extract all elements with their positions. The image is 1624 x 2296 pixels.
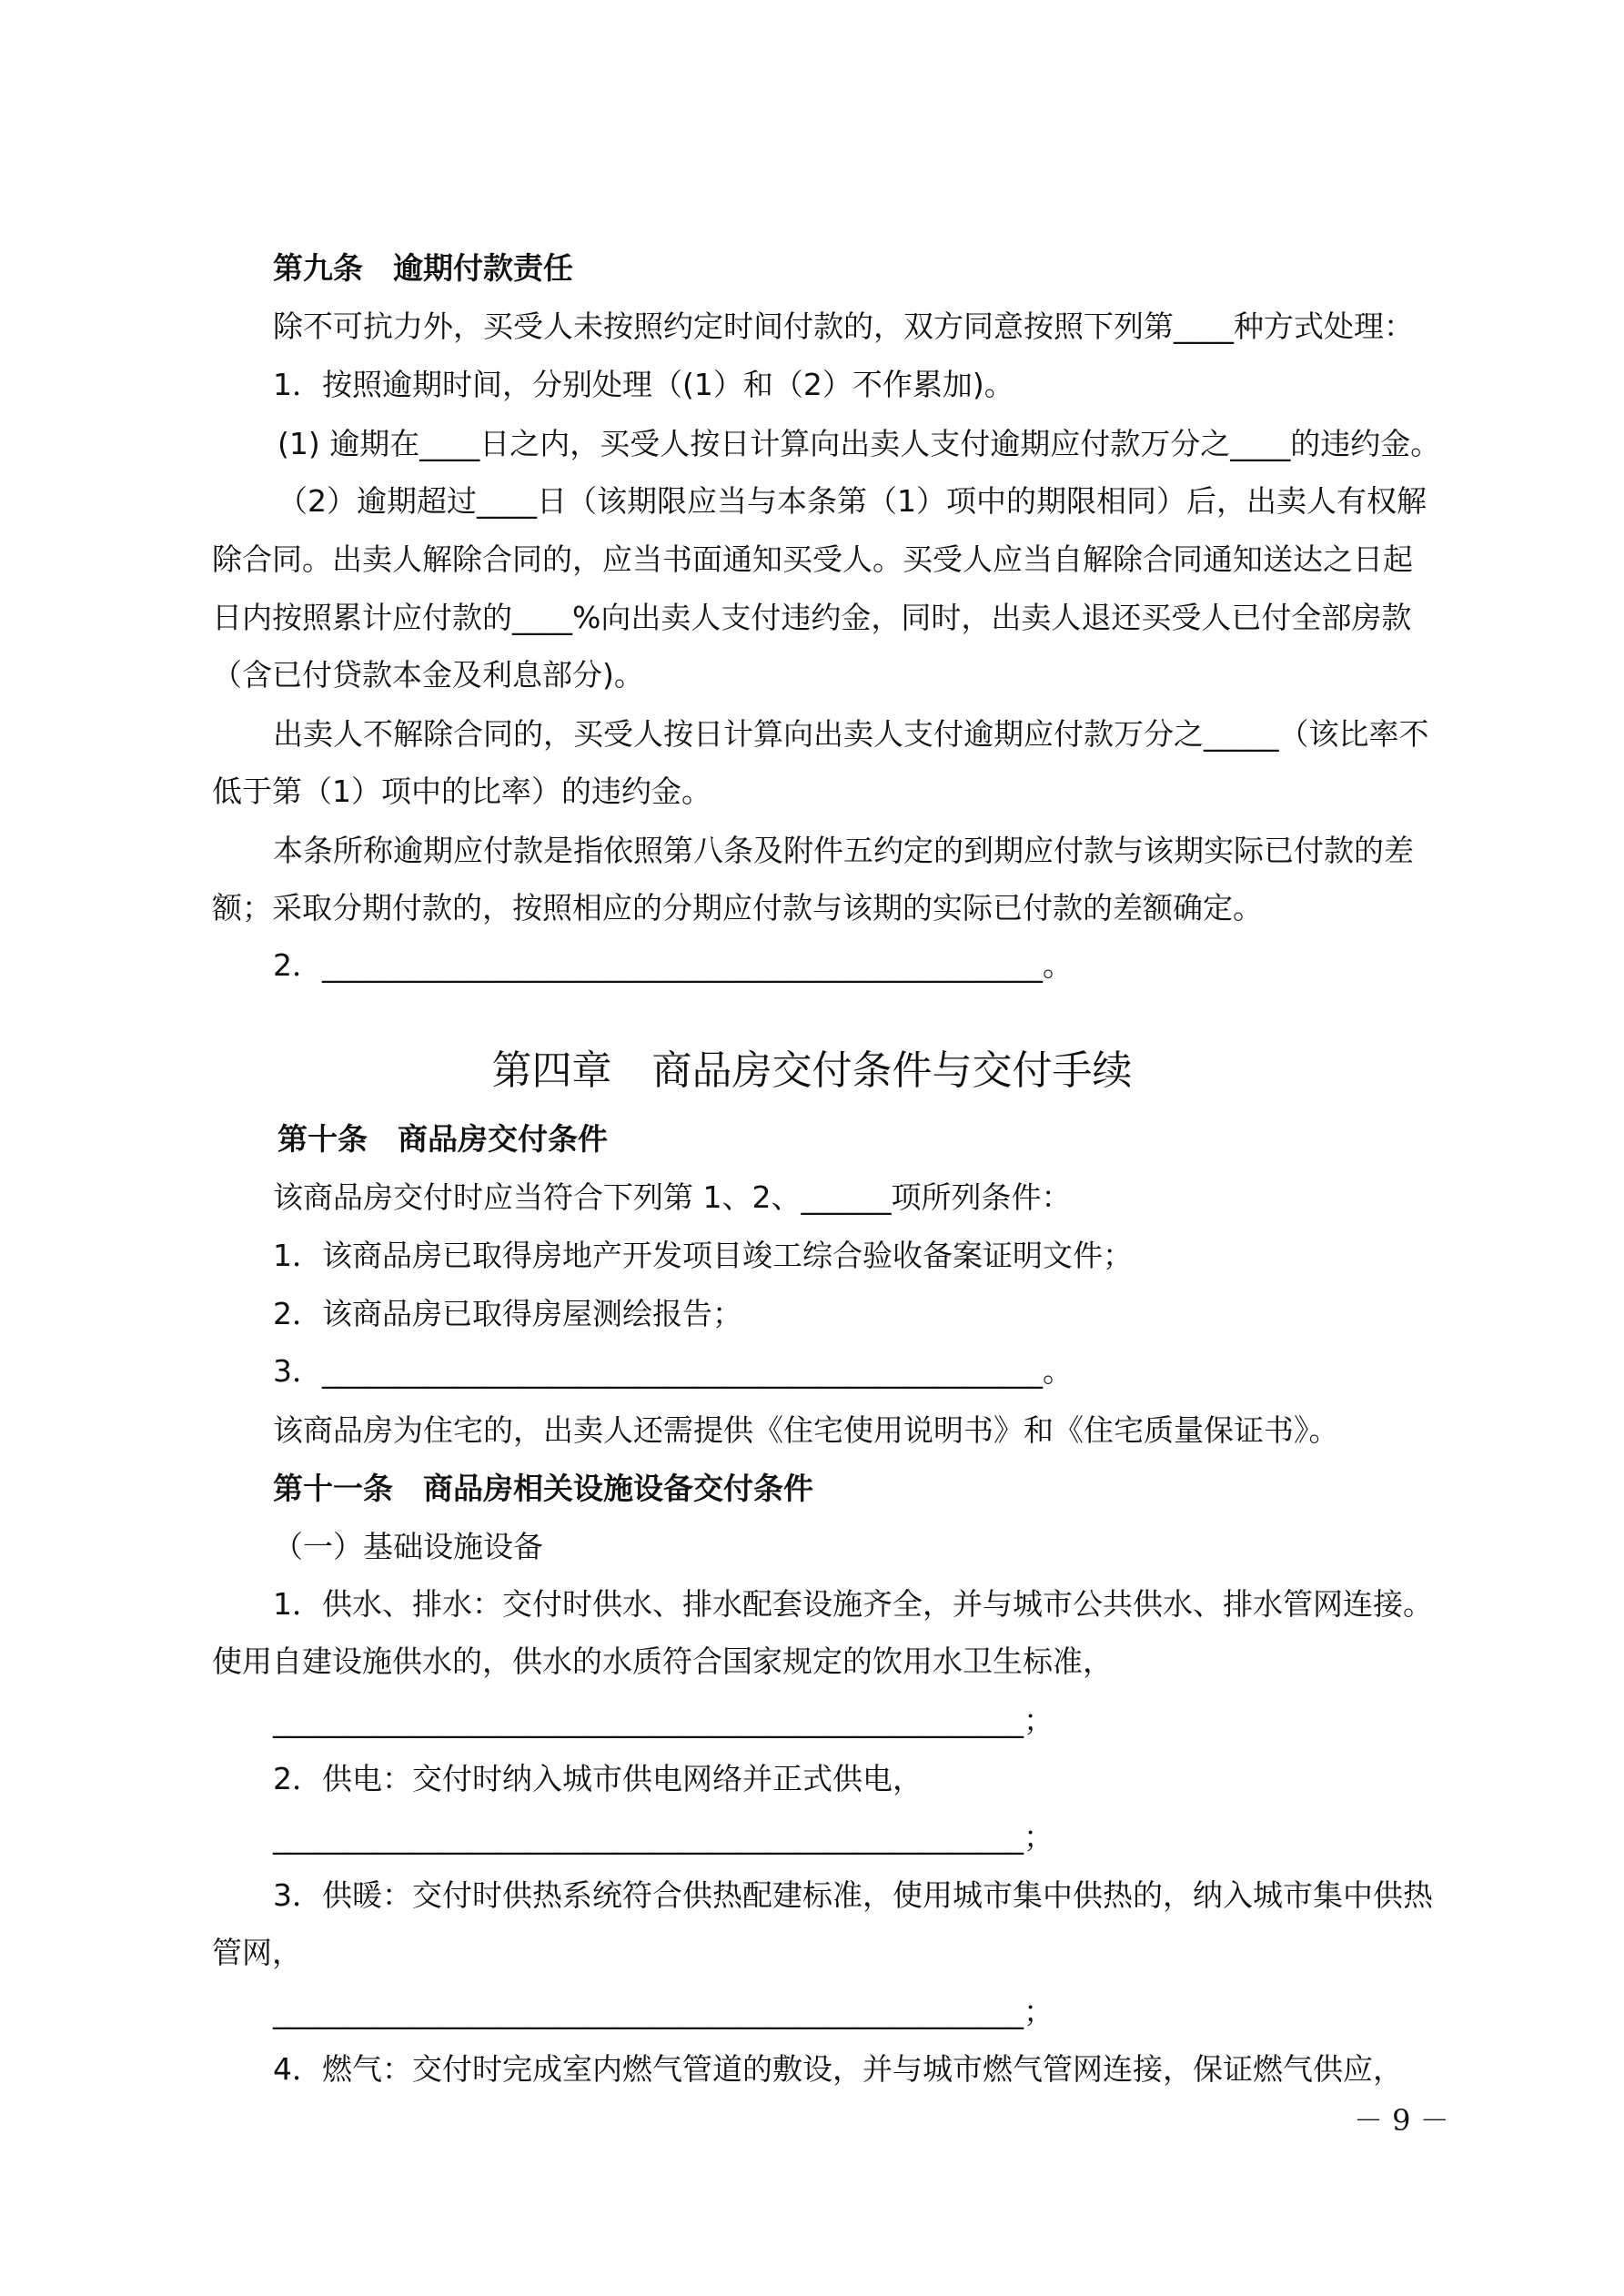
article-10-heading: 第十条 商品房交付条件 [277, 1121, 608, 1157]
article-9-paragraph: 额；采取分期付款的，按照相应的分期应付款与该期的实际已付款的差额确定。 [212, 890, 1263, 925]
fill-in-blank: __________________________________________________； [273, 1819, 1054, 1855]
article-9-paragraph: （2）逾期超过____日（该期限应当与本条第（1）项中的期限相同）后，出卖人有权解 [277, 483, 1427, 519]
article-9-paragraph: (1) 逾期在____日之内，买受人按日计算向出卖人支付逾期应付款万分之____的违约金。 [277, 426, 1441, 461]
article-10-paragraph: 该商品房为住宅的，出卖人还需提供《住宅使用说明书》和《住宅质量保证书》。 [273, 1412, 1339, 1448]
chapter-title: 第四章 商品房交付条件与交付手续 [491, 1047, 1133, 1094]
article-11-subheading: （一）基础设施设备 [273, 1529, 543, 1564]
page-number: － 9 － [1354, 2103, 1449, 2138]
article-10-paragraph: 1．该商品房已取得房地产开发项目竣工综合验收备案证明文件； [273, 1238, 1133, 1273]
fill-in-blank: __________________________________________________； [273, 1994, 1054, 2029]
article-9-paragraph: 除不可抗力外，买受人未按照约定时间付款的，双方同意按照下列第____种方式处理： [273, 308, 1414, 344]
article-11-paragraph: 3．供暖：交付时供热系统符合供热配建标准，使用城市集中供热的，纳入城市集中供热 [273, 1877, 1433, 1913]
article-10-paragraph: 该商品房交付时应当符合下列第 1、2、______项所列条件： [273, 1179, 1072, 1215]
article-9-paragraph: 日内按照累计应付款的____%向出卖人支付违约金，同时，出卖人退还买受人已付全部房款 [212, 600, 1412, 635]
article-9-paragraph: 除合同。出卖人解除合同的，应当书面通知买受人。买受人应当自解除合同通知送达之日起 [212, 541, 1413, 577]
article-9-heading: 第九条 逾期付款责任 [273, 250, 573, 286]
article-9-paragraph: 低于第（1）项中的比率）的违约金。 [212, 774, 711, 809]
article-9-paragraph: 出卖人不解除合同的，买受人按日计算向出卖人支付逾期应付款万分之_____（该比率不 [273, 716, 1429, 752]
fill-in-blank: __________________________________________________； [273, 1703, 1054, 1738]
article-11-heading: 第十一条 商品房相关设施设备交付条件 [273, 1471, 813, 1506]
article-11-paragraph: 4．燃气：交付时完成室内燃气管道的敷设，并与城市燃气管网连接，保证燃气供应， [273, 2051, 1403, 2087]
article-9-paragraph: 本条所称逾期应付款是指依照第八条及附件五约定的到期应付款与该期实际已付款的差 [273, 833, 1414, 868]
article-9-paragraph: 1．按照逾期时间，分别处理（(1）和（2）不作累加)。 [273, 367, 1014, 402]
article-10-paragraph: 2．该商品房已取得房屋测绘报告； [273, 1296, 742, 1331]
article-11-paragraph: 2．供电：交付时纳入城市供电网络并正式供电， [273, 1761, 923, 1796]
article-11-paragraph: 管网， [212, 1935, 302, 1970]
article-11-paragraph: 1．供水、排水：交付时供水、排水配套设施齐全，并与城市公共供水、排水管网连接。 [273, 1586, 1433, 1622]
article-9-paragraph: 2．________________________________________________。 [273, 947, 1073, 983]
article-9-paragraph: （含已付贷款本金及利息部分)。 [212, 657, 644, 693]
article-10-paragraph: 3．________________________________________________。 [273, 1353, 1073, 1389]
article-11-paragraph: 使用自建设施供水的，供水的水质符合国家规定的饮用水卫生标准， [212, 1644, 1113, 1679]
